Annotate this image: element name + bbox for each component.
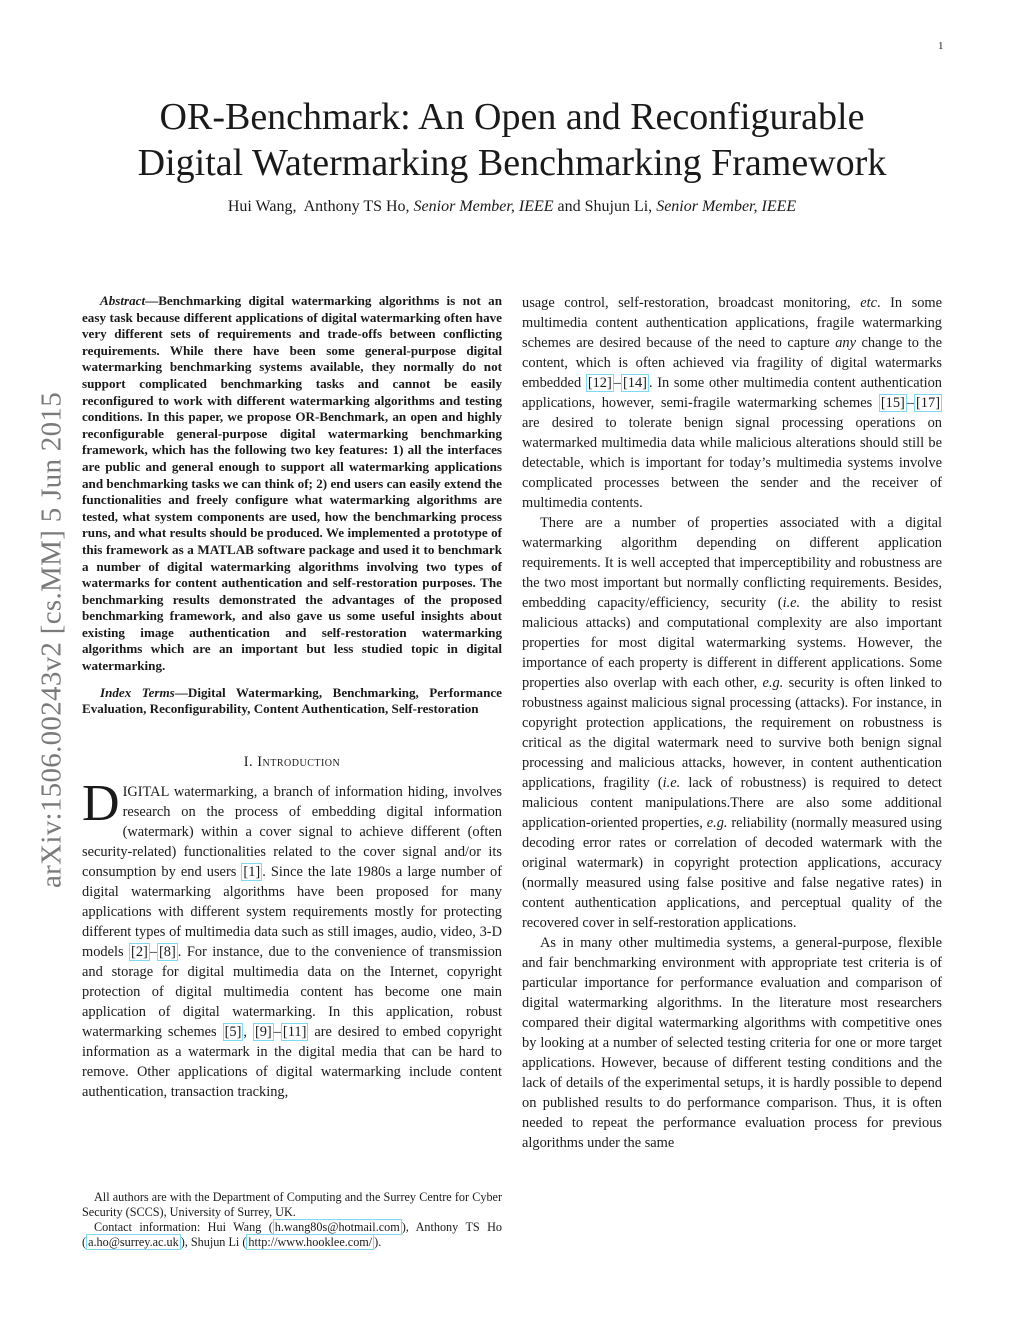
drop-cap: D bbox=[82, 774, 120, 832]
author-2: Anthony TS Ho, bbox=[303, 198, 410, 215]
body-text: reliability (normally measured using decoding error rates or correlation of decoded watermark with the original watermark) in copyright protection applications, accuracy (normally measured using false positive and false negative rates) in content authentication applications, and perceptual quality of the recovered cover in self-restoration applications. bbox=[522, 815, 942, 931]
intro-text: IGITAL watermarking, a branch of information hiding, involves research on the process of embedding digital information (watermark) within a cover signal to achieve different (often security-related) functionalities related to the cover signal and/or its consumption by end users bbox=[82, 783, 502, 880]
body-text-italic: e.g. bbox=[762, 675, 784, 691]
citation-range-dash: – bbox=[273, 1023, 281, 1040]
intro-text: are desired to embed copyright information as a watermark in the digital media that can be hard to remove. Other applications of digital watermarking include content authentication, transaction tracking, bbox=[82, 1023, 502, 1100]
body-text: lack of robustness) is required to detect malicious content manipulations.There are also some additional application-oriented properties, bbox=[522, 775, 942, 831]
right-paragraph-2 bbox=[522, 513, 942, 933]
citation-link[interactable]: [12] bbox=[587, 375, 612, 391]
author-1: Hui Wang, bbox=[227, 198, 297, 215]
body-text: the ability to resist malicious attacks) and computational complexity are also important properties for most digital watermarking systems. However, the importance of each property is different in different applications. Some properties also overlap with each other, bbox=[522, 595, 942, 691]
author-2-role: Senior Member, IEEE bbox=[413, 198, 554, 215]
author-list bbox=[60, 198, 964, 216]
abstract bbox=[82, 293, 502, 675]
footnote-contact bbox=[82, 1220, 502, 1250]
citation-link[interactable]: [11] bbox=[282, 1023, 307, 1040]
citation-link[interactable]: [8] bbox=[159, 943, 176, 960]
body-text-italic: any bbox=[835, 335, 856, 351]
footnote-text: ), Shujun Li ( bbox=[180, 1235, 247, 1249]
paper-title bbox=[60, 94, 964, 186]
section-heading-introduction bbox=[82, 752, 502, 772]
citation-link[interactable]: [1] bbox=[243, 863, 261, 880]
footnote-text: ). bbox=[374, 1235, 382, 1249]
body-text: change to the content, which is often achieved via fragility of digital watermarks embedded bbox=[522, 335, 942, 391]
body-text: usage control, self-restoration, broadcast monitoring, bbox=[522, 295, 861, 311]
citation-separator: , bbox=[243, 1023, 253, 1040]
url-link-shujun-li[interactable]: http://www.hooklee.com/ bbox=[248, 1235, 373, 1249]
intro-text: . Since the late 1980s a large number of digital watermarking algorithms have been proposed for many applications with different system requirements mostly for protecting different types of multimedia data such as still images, audio, video, 3-D models bbox=[82, 863, 502, 960]
body-text-italic: i.e. bbox=[662, 775, 681, 791]
body-text: security is often linked to robustness against malicious signal processing (attacks). For instance, in copyright protection applications, the requirement on robustness is critical as the digital watermark need to survive both benign signal processing and malicious attacks, however, in content authentication applications, fragility ( bbox=[522, 675, 942, 791]
left-column bbox=[82, 293, 502, 1102]
citation-link[interactable]: [15] bbox=[880, 395, 905, 411]
title-line-2: Digital Watermarking Benchmarking Framework bbox=[137, 142, 887, 184]
footnote bbox=[82, 1190, 502, 1250]
body-text: . In some multimedia content authentication applications, fragile watermarking schemes are desired because of the need to capture bbox=[522, 295, 942, 351]
citation-range-dash: – bbox=[149, 943, 158, 960]
index-terms-text: —Digital Watermarking, Benchmarking, Performance Evaluation, Reconfigurability, Content Authentication, Self-restoration bbox=[82, 684, 502, 717]
body-text-italic: i.e. bbox=[782, 595, 801, 611]
citation-link[interactable]: [17] bbox=[916, 395, 940, 411]
page-number: 1 bbox=[938, 40, 944, 52]
section-title: Introduction bbox=[257, 753, 341, 770]
index-terms bbox=[82, 685, 502, 718]
index-terms-label: Index Terms bbox=[100, 684, 175, 700]
citation-range-dash: – bbox=[906, 395, 915, 411]
body-text: . In some other multimedia content authentication applications, however, semi-fragile watermarking schemes bbox=[522, 375, 942, 411]
right-paragraph-1 bbox=[522, 293, 942, 513]
citation-range-dash: – bbox=[613, 375, 621, 391]
citation-link[interactable]: [14] bbox=[623, 375, 647, 391]
body-text: There are a number of properties associated with a digital watermarking algorithm depending on different application requirements. It is well accepted that imperceptibility and robustness are the two most important but normally conflicting requirements. Besides, embedding capacity/efficiency, security ( bbox=[522, 515, 942, 611]
citation-link[interactable]: [5] bbox=[224, 1023, 242, 1040]
citation-link[interactable]: [9] bbox=[254, 1023, 272, 1040]
body-text: are desired to tolerate benign signal processing operations on watermarked multimedia data while malicious alterations should still be detectable, which is important for today’s multimedia systems involve complicated processes between the sender and the receiver of multimedia contents. bbox=[522, 415, 942, 511]
body-text-italic: etc bbox=[860, 295, 877, 311]
footnote-affiliation: All authors are with the Department of Computing and the Surrey Centre for Cyber Security (SCCS), University of Surrey, UK. bbox=[82, 1190, 502, 1219]
section-number: I. bbox=[243, 753, 254, 770]
author-3-role: Senior Member, IEEE bbox=[656, 198, 797, 215]
right-column bbox=[522, 293, 942, 1153]
footnote-text: ), Anthony TS Ho ( bbox=[82, 1220, 502, 1249]
email-link-hui-wang[interactable]: h.wang80s@hotmail.com bbox=[274, 1220, 400, 1234]
email-link-anthony-ho[interactable]: a.ho@surrey.ac.uk bbox=[88, 1235, 179, 1249]
footnote-text: Contact information: Hui Wang ( bbox=[94, 1220, 273, 1234]
author-3: and Shujun Li, bbox=[557, 198, 653, 215]
citation-link[interactable]: [2] bbox=[131, 943, 148, 960]
arxiv-identifier: arXiv:1506.00243v2 [cs.MM] 5 Jun 2015 bbox=[35, 391, 68, 889]
title-line-1: OR-Benchmark: An Open and Reconfigurable bbox=[159, 96, 865, 138]
body-text-italic: e.g. bbox=[706, 815, 728, 831]
intro-paragraph-1 bbox=[82, 774, 502, 1102]
right-paragraph-3: As in many other multimedia systems, a general-purpose, flexible and fair benchmarking environment with appropriate test criteria is of particular importance for performance evaluation and comparison of digital watermarking algorithms. In the literature most researchers compared their digital watermarking algorithms with competitive ones by looking at a number of selected testing criteria for one or more target applications. However, because of different testing conditions and the lack of details of the experimental setups, it is hardly possible to depend on published results to do performance comparison. Thus, it is often needed to repeat the performance evaluation process for previous algorithms under the same bbox=[522, 935, 942, 1151]
abstract-text: —Benchmarking digital watermarking algorithms is not an easy task because different applications of digital watermarking often have very different sets of requirements and trade-offs between conflicting requirements. While there have been some general-purpose digital watermarking benchmarking systems available, they normally do not support complicated benchmarking tasks and cannot be easily reconfigured to work with different watermarking algorithms and testing conditions. In this paper, we propose OR-Benchmark, an open and highly reconfigurable general-purpose digital watermarking benchmarking framework, which has the following two key features: 1) all the interfaces are public and general enough to support all watermarking applications and benchmarking tasks we can think of; 2) end users can easily extend the functionalities and freely configure what watermarking algorithms are tested, what system components are used, how the benchmarking process runs, and what results should be produced. We implemented a prototype of this framework as a MATLAB software package and used it to benchmark a number of digital watermarking algorithms involving two types of watermarks for content authentication and self-restoration purposes. The benchmarking results demonstrated the advantages of the proposed benchmarking framework, and also gave us some useful insights about existing image authentication and self-restoration watermarking algorithms which are an important but less studied topic in digital watermarking. bbox=[82, 293, 502, 674]
abstract-label: Abstract bbox=[100, 293, 146, 308]
intro-text: . For instance, due to the convenience of transmission and storage for digital multimedia data on the Internet, copyright protection of digital multimedia content has become one main application of digital watermarking. In this application, robust watermarking schemes bbox=[82, 943, 502, 1040]
